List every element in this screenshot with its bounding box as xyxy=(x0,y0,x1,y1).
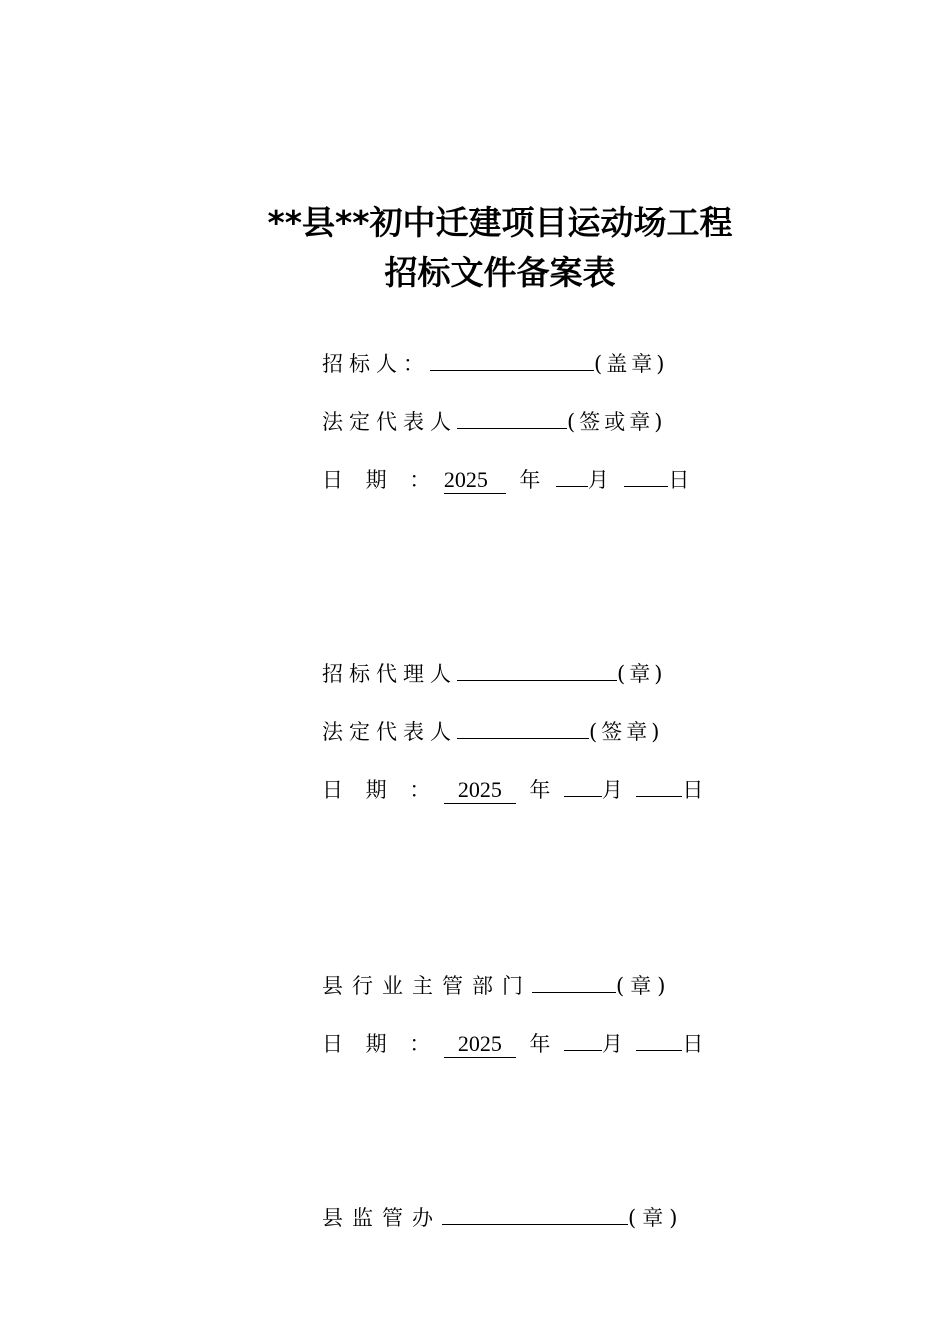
dept-month-unit: 月 xyxy=(601,1032,623,1056)
dept-date-row xyxy=(322,1028,703,1058)
agent-legal-rep-row xyxy=(322,716,663,746)
agent-month-unit: 月 xyxy=(601,778,623,802)
month-unit: 月 xyxy=(587,468,609,492)
agent-year-value: 2025 xyxy=(457,777,502,802)
agent-label: 招标代理人 xyxy=(322,662,457,686)
agent-legal-rep-seal-note: (签章) xyxy=(589,720,664,744)
year-field[interactable] xyxy=(444,467,506,494)
dept-year-field[interactable] xyxy=(444,1031,516,1058)
agent-year-field[interactable] xyxy=(444,777,516,804)
agent-row xyxy=(322,658,666,688)
dept-seal-note: (章) xyxy=(616,974,672,998)
tenderer-row xyxy=(322,348,668,378)
dept-blank[interactable] xyxy=(532,970,616,993)
agent-date-row xyxy=(322,774,703,804)
tenderer-label: 招标人： xyxy=(322,352,430,376)
dept-row xyxy=(322,970,671,1000)
legal-rep-row xyxy=(322,406,666,436)
month-blank[interactable] xyxy=(556,464,588,487)
agent-legal-rep-label: 法定代表人 xyxy=(322,720,457,744)
dept-day-blank[interactable] xyxy=(636,1028,682,1051)
date-row xyxy=(322,464,689,494)
agent-year-unit: 年 xyxy=(529,778,551,802)
agent-day-unit: 日 xyxy=(682,778,704,802)
dept-label: 县行业主管部门 xyxy=(322,974,532,998)
agent-seal-note: (章) xyxy=(617,662,667,686)
office-blank[interactable] xyxy=(442,1202,628,1225)
dept-day-unit: 日 xyxy=(682,1032,704,1056)
agent-blank[interactable] xyxy=(457,658,617,681)
legal-rep-seal-note: (签或章) xyxy=(567,410,667,434)
office-row xyxy=(322,1202,683,1232)
dept-month-blank[interactable] xyxy=(564,1028,602,1051)
office-seal-note: (章) xyxy=(628,1206,684,1230)
dept-year-value: 2025 xyxy=(457,1031,502,1056)
dept-date-label: 日 期 ： xyxy=(322,1032,439,1056)
agent-month-blank[interactable] xyxy=(564,774,602,797)
date-label: 日 期 ： xyxy=(322,468,439,492)
document-title-line2: 招标文件备案表 xyxy=(384,253,616,292)
day-unit: 日 xyxy=(668,468,690,492)
office-label: 县监管办 xyxy=(322,1206,442,1230)
day-blank[interactable] xyxy=(624,464,668,487)
dept-year-unit: 年 xyxy=(529,1032,551,1056)
tenderer-seal-note: (盖章) xyxy=(594,352,669,376)
agent-day-blank[interactable] xyxy=(636,774,682,797)
agent-date-label: 日 期 ： xyxy=(322,778,439,802)
agent-legal-rep-blank[interactable] xyxy=(457,716,589,739)
document-title-line1: **县**初中迁建项目运动场工程 xyxy=(267,203,733,242)
tenderer-blank[interactable] xyxy=(430,348,594,371)
legal-rep-blank[interactable] xyxy=(457,406,567,429)
year-unit: 年 xyxy=(519,468,541,492)
year-value: 2025 xyxy=(443,467,488,492)
legal-rep-label: 法定代表人 xyxy=(322,410,457,434)
